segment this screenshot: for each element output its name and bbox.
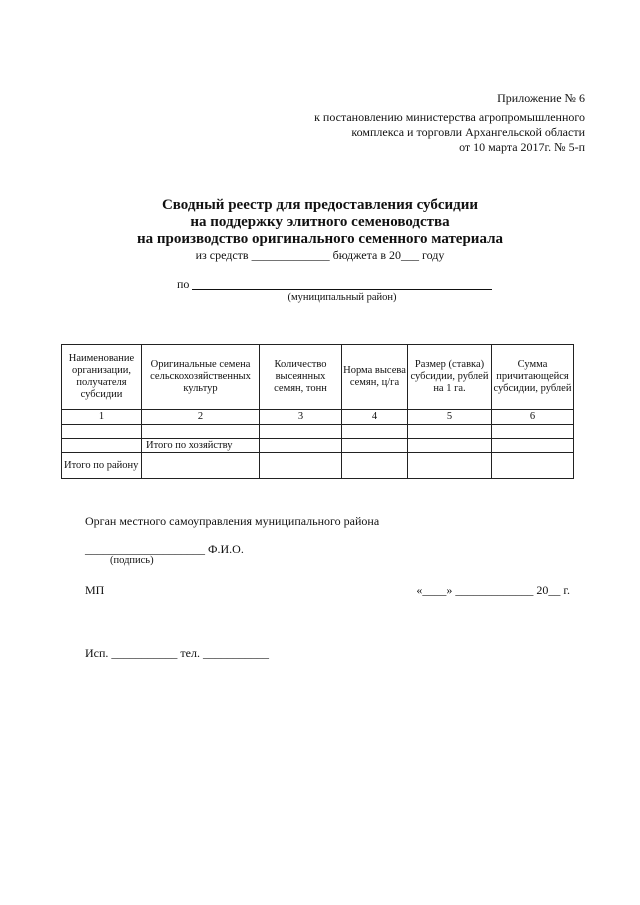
column-number: 2 (142, 410, 260, 425)
header-sowing-rate: Норма высева семян, ц/га (342, 345, 408, 410)
district-prefix: по (177, 277, 190, 291)
table-cell[interactable] (342, 439, 408, 453)
stamp-label: МП (85, 583, 105, 597)
document-title: Сводный реестр для предоставления субсидии (161, 197, 479, 213)
district-underline (192, 289, 492, 290)
table-cell[interactable] (408, 453, 492, 479)
table-cell[interactable] (492, 439, 574, 453)
signature-line: ____________________ Ф.И.О. (85, 542, 244, 556)
registry-table (61, 344, 574, 479)
header-organization: Наименование организации, получателя субсидии (62, 345, 142, 410)
executor-line: Исп. ___________ тел. ___________ (85, 646, 269, 660)
column-number: 5 (408, 410, 492, 425)
annex-resolution: к постановлению министерства агропромышленного (314, 110, 585, 124)
annex-ministry: комплекса и торговли Архангельской области (351, 125, 585, 139)
total-farm-row (62, 439, 574, 453)
document-title-line2: на поддержку элитного семеноводства (190, 214, 450, 230)
table-cell[interactable] (342, 453, 408, 479)
table-row (62, 425, 574, 439)
table-cell[interactable] (492, 425, 574, 439)
table-cell[interactable] (260, 453, 342, 479)
total-district-label: Итого по району (62, 453, 142, 479)
total-district-row (62, 453, 574, 479)
table-header-row (62, 345, 574, 410)
district-caption: (муниципальный район) (287, 292, 397, 303)
header-seeds: Оригинальные семена сельскохозяйственных культур (142, 345, 260, 410)
table-cell[interactable] (260, 439, 342, 453)
column-number: 6 (492, 410, 574, 425)
header-subsidy-sum: Сумма причитающейся субсидии, рублей (492, 345, 574, 410)
budget-line: из средств _____________ бюджета в 20___ году (195, 248, 445, 262)
table-cell[interactable] (142, 425, 260, 439)
table-cell[interactable] (260, 425, 342, 439)
annex-date: от 10 марта 2017г. № 5-п (459, 140, 585, 154)
table-cell[interactable] (342, 425, 408, 439)
total-farm-label: Итого по хозяйству (142, 439, 260, 453)
annex-number: Приложение № 6 (497, 91, 585, 105)
header-subsidy-rate: Размер (ставка) субсидии, рублей на 1 га. (408, 345, 492, 410)
column-number: 1 (62, 410, 142, 425)
column-number: 3 (260, 410, 342, 425)
header-quantity: Количество высеянных семян, тонн (260, 345, 342, 410)
table-cell[interactable] (62, 439, 142, 453)
signature-caption: (подпись) (110, 555, 154, 566)
table-cell[interactable] (62, 425, 142, 439)
date-line: «____» _____________ 20__ г. (416, 583, 570, 597)
document-title-line3: на производство оригинального семенного материала (137, 231, 503, 247)
column-number-row (62, 410, 574, 425)
table-cell[interactable] (492, 453, 574, 479)
column-number: 4 (342, 410, 408, 425)
table-cell[interactable] (408, 439, 492, 453)
table-cell[interactable] (142, 453, 260, 479)
table-cell[interactable] (408, 425, 492, 439)
authority-label: Орган местного самоуправления муниципального района (85, 514, 380, 528)
